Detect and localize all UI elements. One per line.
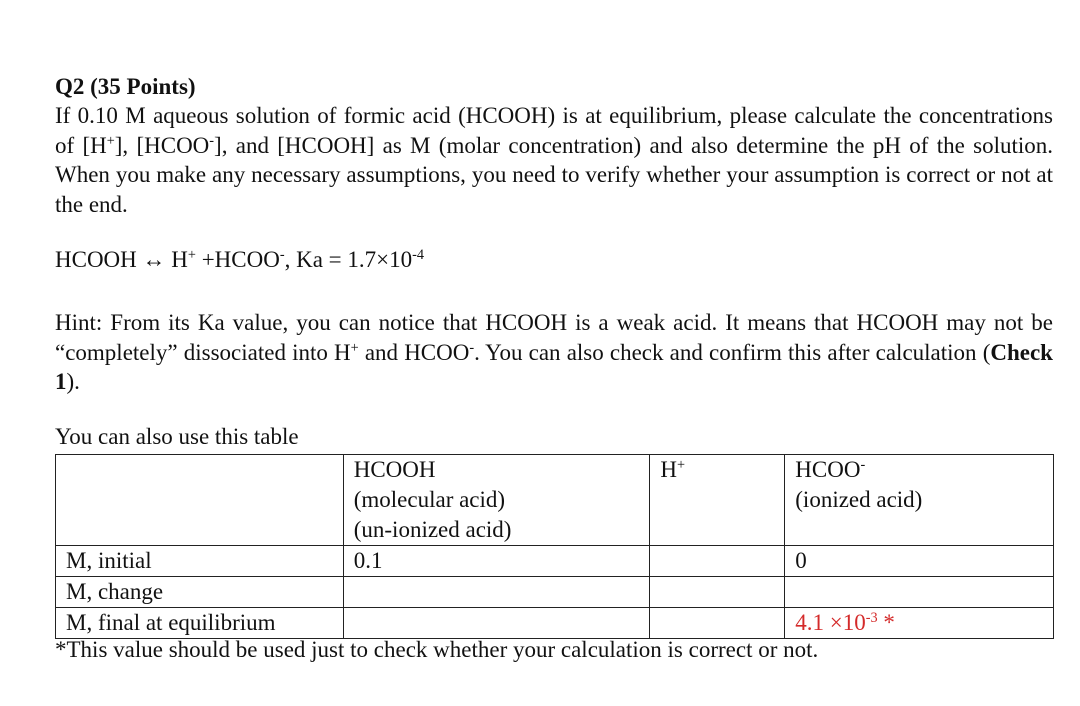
text-run: H <box>660 457 678 482</box>
table-footnote: *This value should be used just to check whether your calculation is correct or not. <box>55 637 819 662</box>
row-label <box>56 577 344 608</box>
text-run: * <box>877 610 895 635</box>
text-run: M, change <box>66 579 164 604</box>
text-run: 0 <box>795 548 807 573</box>
h-plus-cell <box>650 577 785 608</box>
hcooh-cell <box>343 577 650 608</box>
text-run: , Ka = 1.7×10 <box>284 247 413 272</box>
text-run: HCOOH ↔ H <box>55 247 188 272</box>
text-run: 4.1 ×10 <box>795 610 866 635</box>
header-empty-cell <box>56 455 344 546</box>
text-run: 0.1 <box>353 548 383 573</box>
row-label <box>56 546 344 577</box>
table-intro: You can also use this table <box>55 424 299 449</box>
header-hcooh <box>343 455 650 546</box>
ice-table <box>55 454 1054 639</box>
row-label <box>56 608 344 639</box>
hcooh-cell <box>343 546 650 577</box>
text-run: and HCOO <box>358 339 470 365</box>
hcooh-cell <box>343 608 650 639</box>
h-plus-cell <box>650 546 785 577</box>
text-run: (molecular acid) <box>353 487 506 512</box>
text-run: . You can also check and confirm this after calculation ( <box>474 339 991 365</box>
hcoo-cell <box>785 577 1054 608</box>
superscript: -3 <box>865 610 878 627</box>
superscript: + <box>350 339 359 356</box>
hcoo-cell <box>785 546 1054 577</box>
text-run: If 0.10 M aqueous solution of formic acid (HCOOH) is at equilibrium, please calculate the concentrations of [H <box>55 103 1053 158</box>
superscript: + <box>677 457 686 474</box>
hint-paragraph <box>55 308 1053 397</box>
equilibrium-equation <box>55 245 1053 275</box>
text-run: ], and [HCOOH] as M (molar concentration) and also determine the pH of the solution. When you make any necessary assumptions, you need to verify whether your assumption is correct or not at the end. <box>55 132 1053 217</box>
superscript: + <box>106 132 115 149</box>
header-h-plus <box>650 455 785 546</box>
text-run: HCOOH <box>353 457 436 482</box>
table-row <box>56 546 1054 577</box>
h-plus-cell <box>650 608 785 639</box>
text-run: (un-ionized acid) <box>353 517 512 542</box>
superscript: -4 <box>412 247 424 264</box>
text-run: M, initial <box>66 548 152 573</box>
text-run: Hint: From its Ka value, you can notice that HCOOH is a weak acid. It means that HCOOH may not be “completely” dissociated into H <box>55 310 1053 365</box>
text-run: Check 1 <box>55 339 1053 394</box>
superscript: - <box>279 247 285 264</box>
text-run: HCOO <box>795 457 861 482</box>
text-run: ). <box>66 369 80 394</box>
text-run: (ionized acid) <box>795 487 923 512</box>
table-header-row <box>56 455 1054 546</box>
text-run: +HCOO <box>195 247 280 272</box>
text-run: ], [HCOO <box>114 132 210 158</box>
superscript: + <box>187 247 196 264</box>
table-row <box>56 577 1054 608</box>
superscript: - <box>469 339 475 356</box>
header-hcoo-minus <box>785 455 1054 546</box>
table-row <box>56 608 1054 639</box>
superscript: - <box>209 132 215 149</box>
question-paragraph <box>55 101 1053 219</box>
text-run: M, final at equilibrium <box>66 610 276 635</box>
hcoo-cell <box>785 608 1054 639</box>
superscript: - <box>860 457 866 474</box>
question-title: Q2 (35 Points) <box>55 74 196 99</box>
